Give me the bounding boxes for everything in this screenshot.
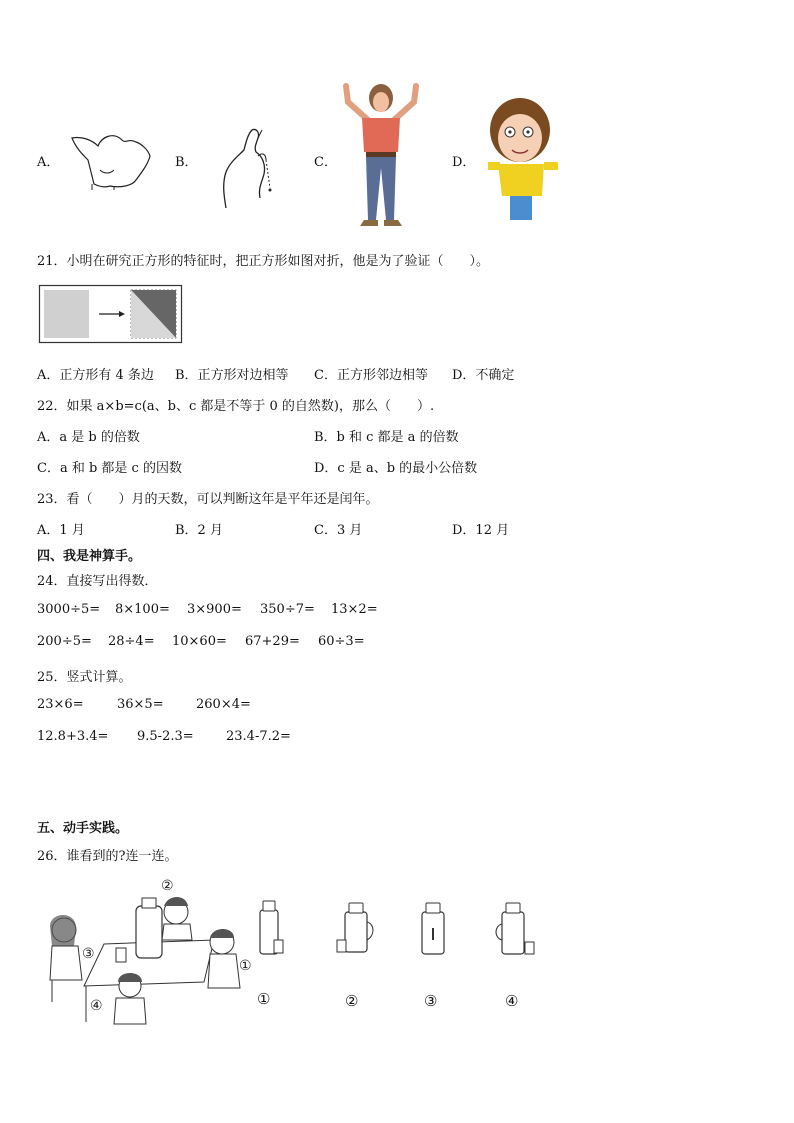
boy-arms-out-image [484, 96, 560, 222]
q20-option-d-label: D． [452, 155, 476, 170]
q21-option-a: A．正方形有 4 条边 [37, 368, 154, 383]
q25-item: 36×5= [117, 697, 164, 712]
q24-item: 350÷7= [260, 602, 315, 617]
view-3-thermos-image [418, 900, 448, 958]
q24-item: 60÷3= [318, 634, 365, 649]
view-label-2: ② [345, 993, 359, 1010]
q24-item: 3×900= [187, 602, 242, 617]
view-label-3: ③ [424, 993, 438, 1010]
woman-waving-image [338, 84, 424, 232]
view-4-thermos-image [492, 900, 538, 958]
q22-stem: 22．如果 a×b=c(a、b、c 都是不等于 0 的自然数)，那么（ ）. [37, 399, 435, 414]
q25-item: 12.8+3.4= [37, 729, 109, 744]
q23-option-c: C．3 月 [314, 523, 363, 538]
q21-stem: 21．小明在研究正方形的特征时，把正方形如图对折，他是为了验证（ ）。 [37, 254, 490, 269]
q20-option-b-label: B． [175, 155, 198, 170]
q24-item: 8×100= [115, 602, 170, 617]
scene-mark-2: ② [161, 877, 174, 893]
q24-item: 13×2= [331, 602, 378, 617]
q20-option-a-label: A． [37, 155, 60, 170]
q20-option-c-label: C． [314, 155, 337, 170]
scene-mark-3: ③ [82, 945, 95, 961]
section-5-heading: 五、动手实践。 [37, 821, 129, 836]
q24-item: 28÷4= [108, 634, 155, 649]
q24-stem: 24．直接写出得数． [37, 574, 158, 589]
q24-item: 10×60= [172, 634, 227, 649]
square-fold-figure [39, 285, 182, 343]
hand-gesture-image [218, 126, 278, 212]
q23-option-d: D．12 月 [452, 523, 510, 538]
q22-option-b: B．b 和 c 都是 a 的倍数 [314, 430, 459, 445]
q25-item: 9.5-2.3= [137, 729, 194, 744]
scene-mark-1: ① [239, 957, 252, 973]
view-label-4: ④ [505, 993, 519, 1010]
q21-option-c: C．正方形邻边相等 [314, 368, 428, 383]
q25-stem: 25．竖式计算。 [37, 670, 132, 685]
scene-mark-4: ④ [90, 997, 103, 1013]
q25-item: 260×4= [196, 697, 251, 712]
view-label-1: ① [257, 991, 271, 1008]
q26-stem: 26．谁看到的?连一连。 [37, 849, 178, 864]
q21-option-d: D．不确定 [452, 368, 515, 383]
q24-item: 200÷5= [37, 634, 92, 649]
q22-option-a: A．a 是 b 的倍数 [37, 430, 140, 445]
q23-option-a: A．1 月 [37, 523, 85, 538]
q24-item: 67+29= [245, 634, 300, 649]
q22-option-d: D．c 是 a、b 的最小公倍数 [314, 461, 478, 476]
children-table-scene-image [44, 876, 264, 1026]
section-4-heading: 四、我是神算手。 [37, 549, 142, 564]
view-2-thermos-image [333, 900, 377, 958]
q25-item: 23×6= [37, 697, 84, 712]
q25-item: 23.4-7.2= [226, 729, 291, 744]
view-1-thermos-image [256, 898, 284, 956]
q23-option-b: B．2 月 [175, 523, 223, 538]
q23-stem: 23．看（ ）月的天数，可以判断这年是平年还是闰年。 [37, 492, 379, 507]
q21-option-b: B．正方形对边相等 [175, 368, 289, 383]
q24-item: 3000÷5= [37, 602, 101, 617]
q22-option-c: C．a 和 b 都是 c 的因数 [37, 461, 182, 476]
hand-shadow-bird-image [70, 128, 154, 190]
